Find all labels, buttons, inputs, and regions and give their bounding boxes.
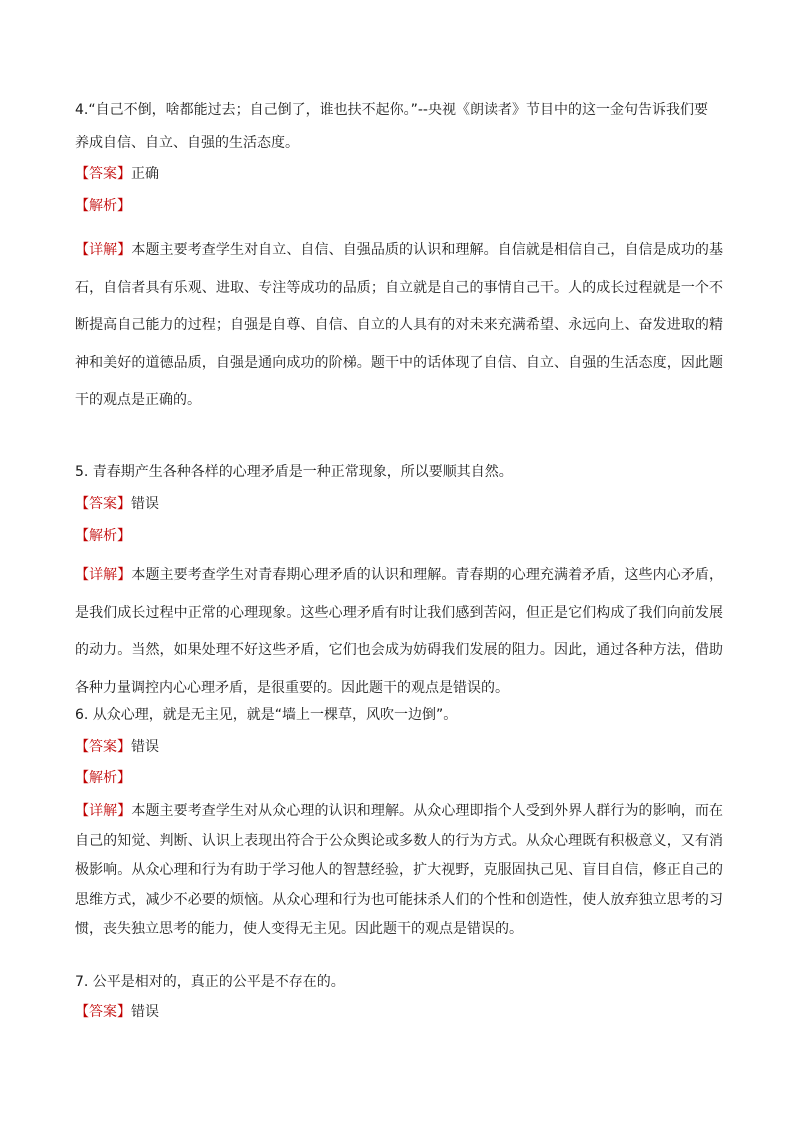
- answer-value: 错误: [131, 496, 159, 512]
- question-6-analysis-tag: 【解析】: [75, 770, 131, 786]
- question-4-answer: [75, 164, 159, 184]
- answer-value: 正确: [131, 166, 159, 182]
- answer-value: 错误: [131, 739, 159, 755]
- question-5-analysis-tag: 【解析】: [75, 528, 131, 544]
- question-6-answer: [75, 737, 159, 757]
- detail-tag: 【详解】: [75, 567, 132, 583]
- answer-tag: 【答案】: [75, 1004, 131, 1020]
- detail-text: 本题主要考查学生对青春期心理矛盾的认识和理解。青春期的心理充满着矛盾，这些内心矛盾，是我们成长过程中正常的心理现象。这些心理矛盾有时让我们感到苦闷，但正是它们构成了我们向前发展的动力。当然，如果处理不好这些矛盾，它们也会成为妨碍我们发展的阻力。因此，通过各种方法，借助各种力量调控内心心理矛盾，是很重要的。因此题干的观点是错误的。: [75, 567, 724, 696]
- detail-text: 本题主要考查学生对自立、自信、自强品质的认识和理解。自信就是相信自己，自信是成功的基石，自信者具有乐观、进取、专注等成功的品质；自立就是自己的事情自己干。人的成长过程就是一个不断提高自己能力的过程；自强是自尊、自信、自立的人具有的对未来充满希望、永远向上、奋发进取的精神和美好的道德品质，自强是通向成功的阶梯。题干中的话体现了自信、自立、自强的生活态度，因此题干的观点是正确的。: [75, 242, 724, 408]
- detail-text: 本题主要考查学生对从众心理的认识和理解。从众心理即指个人受到外界人群行为的影响，而在自己的知觉、判断、认识上表现出符合于公众舆论或多数人的行为方式。从众心理既有积极意义，又有消极影响。从众心理和行为有助于学习他人的智慧经验，扩大视野，克服固执己见、盲目自信，修正自己的思维方式，减少不必要的烦恼。从众心理和行为也可能抹杀人们的个性和创造性，使人放弃独立思考的习惯，丧失独立思考的能力，使人变得无主见。因此题干的观点是错误的。: [75, 803, 724, 937]
- question-6-stem: 6. 从众心理，就是无主见，就是“墙上一棵草，风吹一边倒”。: [75, 707, 458, 723]
- question-7-stem: 7. 公平是相对的，真正的公平是不存在的。: [75, 974, 345, 990]
- detail-tag: 【详解】: [75, 242, 132, 258]
- detail-tag: 【详解】: [75, 803, 132, 819]
- question-5-answer: [75, 494, 159, 514]
- question-6-detail: [75, 797, 723, 945]
- question-4-analysis-tag: 【解析】: [75, 198, 131, 214]
- question-4-detail: [75, 232, 723, 420]
- question-5-stem: 5. 青春期产生各种各样的心理矛盾是一种正常现象，所以要顺其自然。: [75, 464, 513, 480]
- answer-value: 错误: [131, 1004, 159, 1020]
- question-4-stem-line2: 养成自信、自立、自强的生活态度。: [75, 135, 299, 151]
- question-5-detail: [75, 557, 723, 707]
- answer-tag: 【答案】: [75, 739, 131, 755]
- question-7-answer: [75, 1002, 159, 1022]
- answer-tag: 【答案】: [75, 166, 131, 182]
- answer-tag: 【答案】: [75, 496, 131, 512]
- question-4-stem-line1: 4.“自己不倒，啥都能过去；自己倒了，谁也扶不起你。”--央视《朗读者》节目中的这一金句告诉我们要: [75, 102, 708, 118]
